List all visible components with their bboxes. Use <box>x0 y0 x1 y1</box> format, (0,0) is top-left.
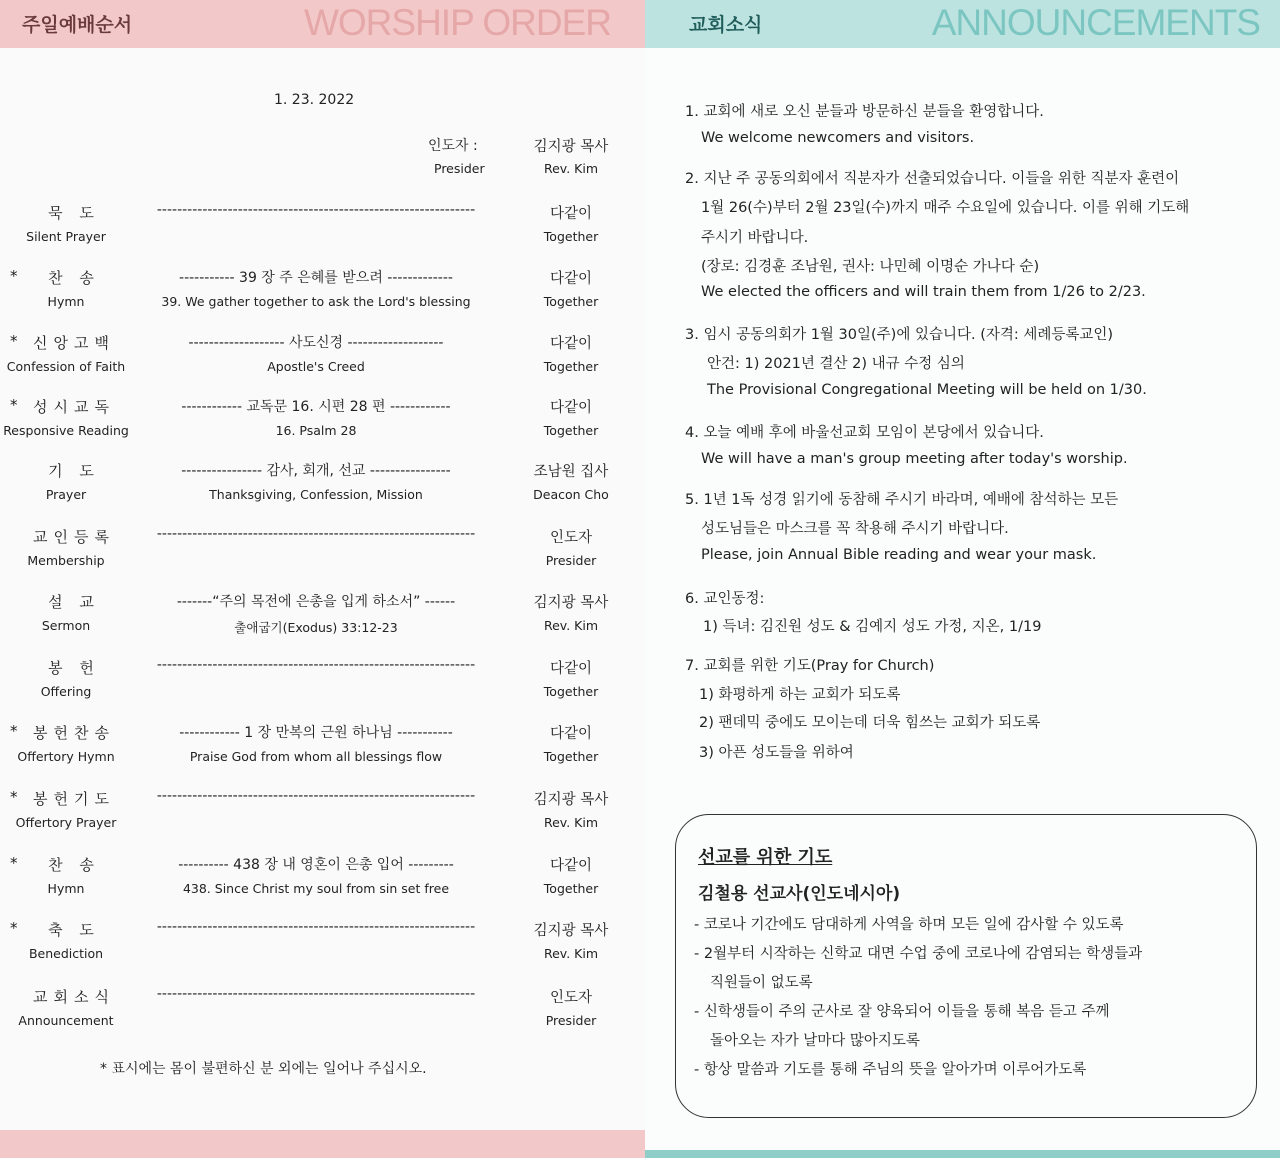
announcement-line: 3) 아픈 성도들을 위하여 <box>699 745 854 761</box>
order-item-title-en: Membership <box>27 553 105 568</box>
announcement-line: 안건: 1) 2021년 결산 2) 내규 수정 심의 <box>707 356 965 372</box>
order-item-detail-en: 39. We gather together to ask the Lord's blessing <box>161 294 471 309</box>
presider-label-en: Presider <box>434 161 485 176</box>
order-item-detail: --------------------------------------------------------------- <box>156 526 476 542</box>
order-item-leader-ko: 다같이 <box>549 206 593 222</box>
announcement-line: 1월 26(수)부터 2월 23일(수)까지 매주 수요일에 있습니다. 이를 위해 기도해 <box>701 200 1190 216</box>
order-item <box>0 657 645 709</box>
order-item <box>0 722 645 774</box>
order-item-leader-en: Deacon Cho <box>533 487 609 502</box>
announcement-line: 1. 교회에 새로 오신 분들과 방문하신 분들을 환영합니다. <box>685 104 1044 120</box>
announcement-line: We welcome newcomers and visitors. <box>701 130 975 146</box>
mission-prayer-line: - 2월부터 시작하는 신학교 대면 수업 중에 코로나에 감염되는 학생들과 <box>694 946 1143 962</box>
announcement-line: 1) 득녀: 김진원 성도 & 김예지 성도 가정, 지온, 1/19 <box>703 619 1042 635</box>
standing-mark: * <box>10 919 18 937</box>
mission-prayer-line: - 항상 말씀과 기도를 통해 주님의 뜻을 알아가며 이루어가도록 <box>694 1062 1087 1078</box>
order-item-detail: -------“주의 목전에 은총을 입게 하소서” ------ <box>176 594 456 610</box>
order-item-title-ko: 봉헌기도 <box>33 790 115 808</box>
order-item-detail: ------------ 1 장 만복의 근원 하나님 ----------- <box>179 725 453 741</box>
standing-mark: * <box>10 788 18 806</box>
order-item-leader-ko: 다같이 <box>549 271 593 287</box>
mission-prayer-line: 직원들이 없도록 <box>710 975 813 991</box>
order-item-detail-en: 출애굽기(Exodus) 33:12-23 <box>234 620 398 635</box>
mission-prayer-title: 선교를 위한 기도 <box>698 847 833 868</box>
order-item <box>0 267 645 319</box>
worship-order-footer-band <box>0 1130 645 1158</box>
announcements-panel <box>645 0 1280 1158</box>
order-item-leader-en: Rev. Kim <box>543 618 599 633</box>
order-item-detail: --------------------------------------------------------------- <box>156 657 476 673</box>
order-item-title-ko: 봉헌찬송 <box>33 724 115 742</box>
order-item-detail: --------------------------------------------------------------- <box>156 788 476 804</box>
order-item-leader-en: Together <box>543 684 599 699</box>
order-item-title-ko: 묵 도 <box>48 204 100 222</box>
worship-order-title-en: WORSHIP ORDER <box>303 2 611 43</box>
missionary-name: 김철용 선교사(인도네시아) <box>698 884 901 904</box>
announcement-line: The Provisional Congregational Meeting will be held on 1/30. <box>707 382 1147 398</box>
order-item-leader-en: Together <box>543 294 599 309</box>
standing-mark: * <box>10 722 18 740</box>
order-item-leader-ko: 다같이 <box>549 661 593 677</box>
order-item-title-en: Hymn <box>47 881 85 896</box>
order-item-leader-ko: 다같이 <box>549 400 593 416</box>
order-item-title-ko: 봉 헌 <box>48 659 100 677</box>
order-item-detail-en: Praise God from whom all blessings flow <box>189 749 443 764</box>
mission-prayer-box <box>675 814 1257 1118</box>
order-item-title-ko: 찬 송 <box>48 856 100 874</box>
announcement-line: 주시기 바랍니다. <box>701 230 809 246</box>
presider-name-en: Rev. Kim <box>543 161 599 176</box>
announcements-header <box>645 0 1280 48</box>
order-item <box>0 854 645 906</box>
order-item-title-ko: 찬 송 <box>48 269 100 287</box>
order-item-detail-en: 438. Since Christ my soul from sin set free <box>182 881 450 896</box>
order-item <box>0 202 645 254</box>
mission-prayer-line: - 신학생들이 주의 군사로 잘 양육되어 이들을 통해 복음 듣고 주께 <box>694 1004 1110 1020</box>
order-item <box>0 919 645 971</box>
announcement-line: 3. 임시 공동의회가 1월 30일(주)에 있습니다. (자격: 세례등록교인) <box>685 327 1114 343</box>
order-item-detail: ---------- 438 장 내 영혼이 은총 입어 --------- <box>178 857 454 873</box>
announcement-line: 성도님들은 마스크를 꼭 착용해 주시기 바랍니다. <box>701 521 1009 537</box>
presider-label-ko: 인도자 : <box>428 138 478 154</box>
order-item-leader-ko: 다같이 <box>549 336 593 352</box>
order-item-leader-en: Presider <box>545 1013 597 1028</box>
order-item-title-ko: 축 도 <box>48 921 100 939</box>
order-item-leader-en: Presider <box>545 553 597 568</box>
order-item-title-ko: 기 도 <box>48 462 100 480</box>
order-item-detail-en: 16. Psalm 28 <box>275 423 357 438</box>
order-item-detail: ------------------- 사도신경 ------------------- <box>188 335 444 351</box>
order-item-leader-ko: 다같이 <box>549 726 593 742</box>
standing-note: * 표시에는 몸이 불편하신 분 외에는 일어나 주십시오. <box>100 1061 427 1077</box>
order-item <box>0 986 645 1038</box>
order-item <box>0 332 645 384</box>
order-item-leader-en: Rev. Kim <box>543 815 599 830</box>
presider-name-ko: 김지광 목사 <box>533 139 609 155</box>
order-item-detail: ---------------- 감사, 회개, 선교 ---------------- <box>181 463 451 479</box>
announcements-title-en: ANNOUNCEMENTS <box>931 2 1260 43</box>
order-item-detail: ------------ 교독문 16. 시편 28 편 ------------ <box>181 399 451 415</box>
mission-prayer-line: 돌아오는 자가 날마다 많아지도록 <box>710 1033 920 1049</box>
order-item-detail: ----------- 39 장 주 은혜를 받으려 ------------- <box>179 270 453 286</box>
standing-mark: * <box>10 854 18 872</box>
order-item-leader-ko: 다같이 <box>549 858 593 874</box>
announcements-footer-band <box>645 1150 1280 1158</box>
order-item-detail: --------------------------------------------------------------- <box>156 202 476 218</box>
order-item-leader-ko: 조남원 집사 <box>533 464 609 480</box>
order-item <box>0 788 645 840</box>
order-item-leader-ko: 인도자 <box>549 530 593 546</box>
announcement-line: We elected the officers and will train them from 1/26 to 2/23. <box>701 284 1146 300</box>
worship-order-header <box>0 0 645 48</box>
order-item-title-en: Announcement <box>18 1013 114 1028</box>
order-item-leader-ko: 김지광 목사 <box>533 595 609 611</box>
order-item-title-en: Sermon <box>41 618 91 633</box>
order-item-title-ko: 설 교 <box>48 593 100 611</box>
order-item <box>0 460 645 512</box>
announcement-line: Please, join Annual Bible reading and wear your mask. <box>701 547 1097 563</box>
announcement-line: 1) 화평하게 하는 교회가 되도록 <box>699 687 901 703</box>
order-item-title-ko: 교회소식 <box>33 988 115 1006</box>
standing-mark: * <box>10 332 18 350</box>
announcement-line: 2. 지난 주 공동의회에서 직분자가 선출되었습니다. 이들을 위한 직분자 훈련이 <box>685 171 1180 187</box>
order-item-leader-en: Together <box>543 749 599 764</box>
order-item-title-en: Offertory Hymn <box>17 749 115 764</box>
announcement-line: 5. 1년 1독 성경 읽기에 동참해 주시기 바라며, 예배에 참석하는 모든 <box>685 492 1119 508</box>
order-item-leader-ko: 인도자 <box>549 990 593 1006</box>
announcement-line: 6. 교인동정: <box>685 591 765 607</box>
announcements-title-ko: 교회소식 <box>689 14 763 36</box>
order-item-title-en: Benediction <box>28 946 104 961</box>
order-item-title-en: Silent Prayer <box>26 229 106 244</box>
order-item-title-ko: 교인등록 <box>33 528 115 546</box>
order-item-title-en: Responsive Reading <box>3 423 129 438</box>
order-item-detail: --------------------------------------------------------------- <box>156 986 476 1002</box>
order-item-title-ko: 성시교독 <box>33 398 115 416</box>
order-item-title-en: Confession of Faith <box>6 359 126 374</box>
standing-mark: * <box>10 267 18 285</box>
order-item-leader-ko: 김지광 목사 <box>533 923 609 939</box>
standing-mark: * <box>10 396 18 414</box>
order-item-title-en: Offering <box>40 684 92 699</box>
order-item-leader-en: Together <box>543 359 599 374</box>
order-item-leader-ko: 김지광 목사 <box>533 792 609 808</box>
announcement-line: (장로: 김경훈 조남원, 권사: 나민혜 이명순 가나다 순) <box>701 259 1040 275</box>
order-item-leader-en: Together <box>543 229 599 244</box>
announcement-line: 7. 교회를 위한 기도(Pray for Church) <box>685 658 935 674</box>
order-item-title-en: Prayer <box>45 487 87 502</box>
order-item-leader-en: Rev. Kim <box>543 946 599 961</box>
order-item-leader-en: Together <box>543 881 599 896</box>
order-item <box>0 591 645 643</box>
announcement-line: 2) 팬데믹 중에도 모이는데 더욱 힘쓰는 교회가 되도록 <box>699 715 1041 731</box>
mission-prayer-line: - 코로나 기간에도 담대하게 사역을 하며 모든 일에 감사할 수 있도록 <box>694 917 1124 933</box>
service-date: 1. 23. 2022 <box>274 92 355 108</box>
order-item-detail: --------------------------------------------------------------- <box>156 919 476 935</box>
announcement-line: 4. 오늘 예배 후에 바울선교회 모임이 본당에서 있습니다. <box>685 425 1044 441</box>
announcement-line: We will have a man's group meeting after today's worship. <box>701 451 1128 467</box>
order-item-detail-en: Apostle's Creed <box>267 359 365 374</box>
order-item-title-en: Offertory Prayer <box>15 815 117 830</box>
order-item <box>0 526 645 578</box>
order-item-title-ko: 신앙고백 <box>33 334 115 352</box>
order-item-title-en: Hymn <box>47 294 85 309</box>
order-item <box>0 396 645 448</box>
order-item-leader-en: Together <box>543 423 599 438</box>
worship-order-title-ko: 주일예배순서 <box>22 14 133 36</box>
order-item-detail-en: Thanksgiving, Confession, Mission <box>209 487 423 502</box>
